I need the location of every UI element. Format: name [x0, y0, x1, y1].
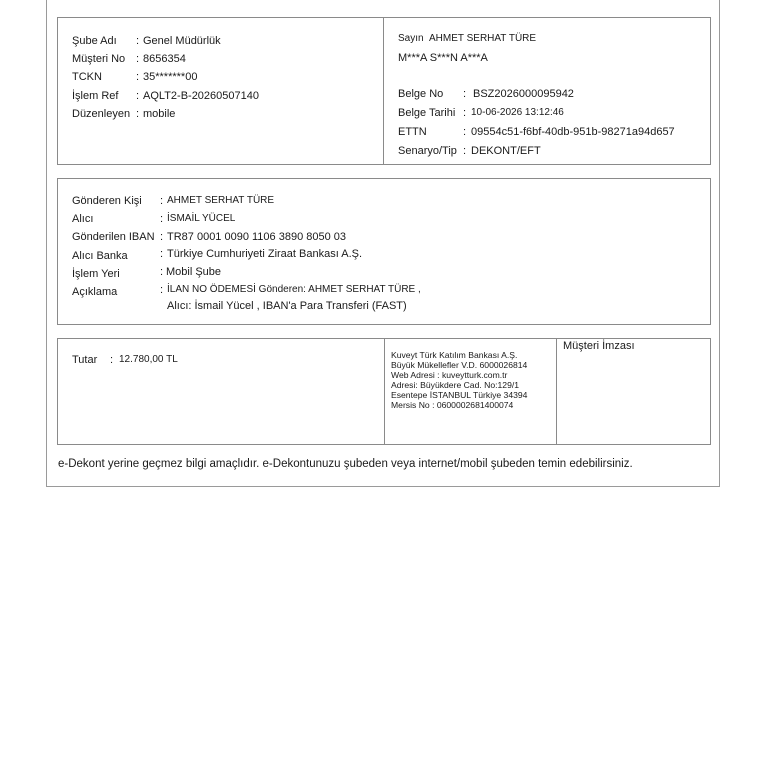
colon: :: [463, 107, 467, 119]
bank-info-line: Büyük Mükellefler V.D. 6000026814: [391, 360, 528, 370]
colon: :: [463, 88, 467, 100]
islem-ref-label: İşlem Ref: [72, 90, 119, 102]
aciklama-value: İLAN NO ÖDEMESİ Gönderen: AHMET SERHAT TÜRE ,: [167, 284, 421, 295]
colon: :: [463, 145, 467, 157]
duzenleyen-label: Düzenleyen: [72, 108, 131, 120]
summary-divider-2: [556, 338, 557, 445]
belge-tarihi-label: Belge Tarihi: [398, 107, 456, 119]
colon: :: [110, 354, 114, 366]
header-divider: [383, 17, 384, 165]
colon: :: [160, 284, 164, 296]
senaryo-tip-label: Senaryo/Tip: [398, 145, 457, 157]
ettn-value: 09554c51-f6bf-40db-951b-98271a94d657: [471, 126, 675, 138]
bank-info-line: Esentepe İSTANBUL Türkiye 34394: [391, 390, 528, 400]
colon: :: [136, 71, 140, 83]
colon: :: [160, 248, 164, 260]
sube-adi-value: Genel Müdürlük: [143, 35, 221, 47]
tutar-label: Tutar: [72, 354, 98, 366]
belge-tarihi-value: 10-06-2026 13:12:46: [471, 107, 564, 118]
colon: :: [463, 126, 467, 138]
tutar-value: 12.780,00 TL: [119, 354, 178, 365]
colon: :: [160, 213, 164, 225]
musteri-no-label: Müşteri No: [72, 53, 126, 65]
bank-info-line: Web Adresi : kuveytturk.com.tr: [391, 370, 508, 380]
duzenleyen-value: mobile: [143, 108, 176, 120]
alici-banka-value: Türkiye Cumhuriyeti Ziraat Bankası A.Ş.: [167, 248, 363, 260]
tckn-value: 35*******00: [143, 71, 198, 83]
signature-label: Müşteri İmzası: [563, 340, 635, 352]
gonderen-value: AHMET SERHAT TÜRE: [167, 195, 275, 206]
bank-info-line: Kuveyt Türk Katılım Bankası A.Ş.: [391, 350, 518, 360]
ettn-label: ETTN: [398, 126, 427, 138]
colon: :: [160, 266, 164, 278]
belge-no-value: BSZ2026000095942: [473, 88, 574, 100]
colon: :: [136, 108, 140, 120]
colon: :: [136, 35, 140, 47]
iban-value: TR87 0001 0090 1106 3890 8050 03: [167, 231, 347, 243]
gonderen-label: Gönderen Kişi: [72, 195, 142, 207]
belge-no-label: Belge No: [398, 88, 444, 100]
colon: :: [160, 231, 164, 243]
islem-yeri-label: İşlem Yeri: [72, 268, 120, 280]
senaryo-tip-value: DEKONT/EFT: [471, 145, 541, 157]
sayin-name: AHMET SERHAT TÜRE: [429, 33, 537, 44]
tckn-label: TCKN: [72, 71, 102, 83]
summary-divider-1: [384, 338, 385, 445]
bank-info-line: Mersis No : 0600002681400074: [391, 400, 514, 410]
aciklama-line2: Alıcı: İsmail Yücel , IBAN'a Para Transferi (FAST): [167, 300, 407, 312]
islem-yeri-value: Mobil Şube: [166, 266, 222, 278]
iban-label: Gönderilen IBAN: [72, 231, 155, 243]
footer-note: e-Dekont yerine geçmez bilgi amaçlıdır. e-Dekontunuzu şubeden veya internet/mobil şubeden temin edebilirsiniz.: [58, 458, 633, 470]
alici-label: Alıcı: [72, 213, 94, 225]
alici-value: İSMAİL YÜCEL: [167, 213, 236, 224]
bank-info-line: Adresi: Büyükdere Cad. No:129/1: [391, 380, 520, 390]
islem-ref-value: AQLT2-B-20260507140: [143, 90, 259, 102]
musteri-no-value: 8656354: [143, 53, 186, 65]
colon: :: [136, 53, 140, 65]
aciklama-label: Açıklama: [72, 286, 118, 298]
colon: :: [136, 90, 140, 102]
masked-name: M***A S***N A***A: [398, 52, 488, 64]
sube-adi-label: Şube Adı: [72, 35, 117, 47]
colon: :: [160, 195, 164, 207]
sayin-prefix: Sayın: [398, 33, 424, 44]
alici-banka-label: Alıcı Banka: [72, 250, 128, 262]
